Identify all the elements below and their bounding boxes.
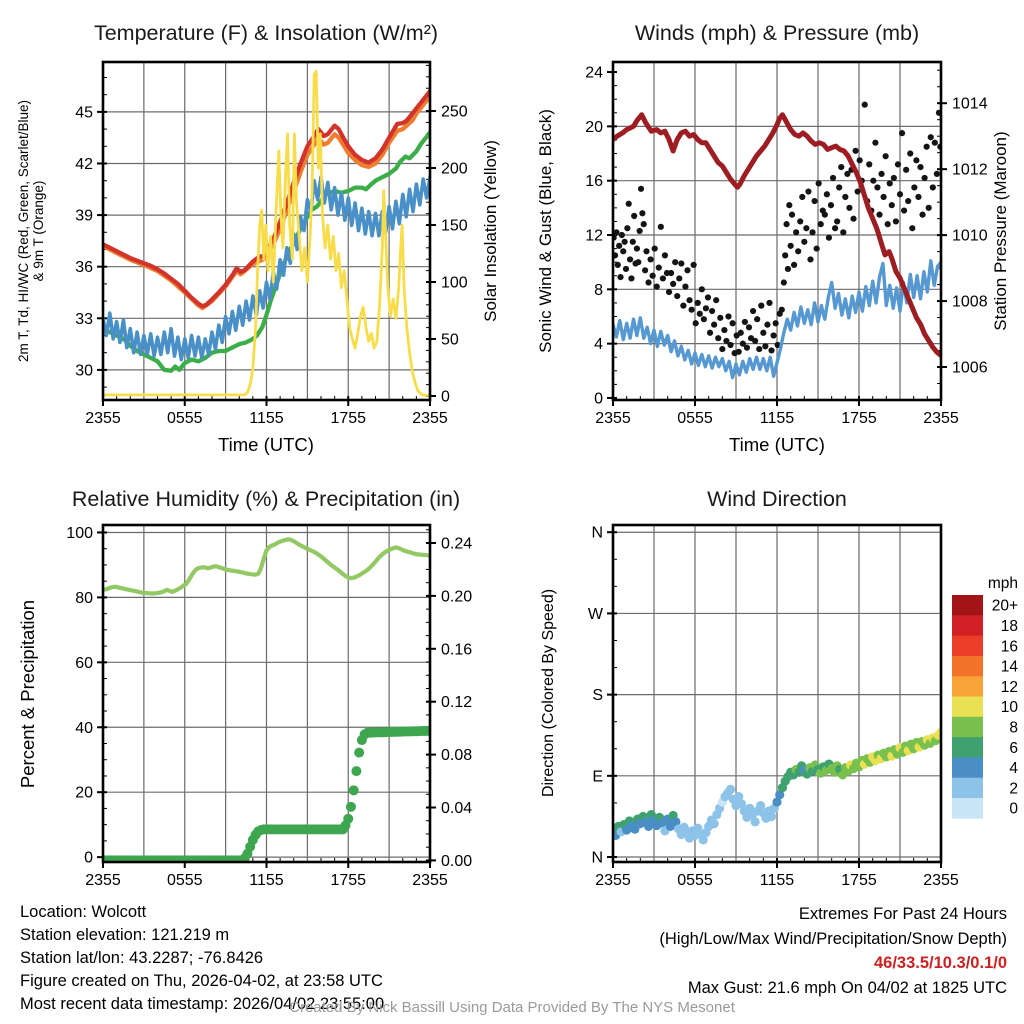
svg-text:14: 14 <box>1000 658 1018 676</box>
svg-text:150: 150 <box>441 217 468 235</box>
svg-text:N: N <box>591 524 603 542</box>
svg-text:33: 33 <box>75 310 93 328</box>
y-axis-label-direction: Direction (Colored By Speed) <box>540 588 557 798</box>
footer-elevation: Station elevation: 121.219 m <box>20 926 230 944</box>
svg-text:N: N <box>591 849 603 867</box>
svg-text:20: 20 <box>585 118 603 136</box>
svg-text:1155: 1155 <box>759 872 795 889</box>
svg-text:2355: 2355 <box>85 410 121 427</box>
svg-text:1755: 1755 <box>841 410 877 427</box>
grid <box>103 525 430 862</box>
svg-text:8: 8 <box>1009 719 1018 737</box>
wind-direction-chart <box>512 460 1024 900</box>
svg-text:0.16: 0.16 <box>441 641 473 659</box>
svg-text:1755: 1755 <box>841 872 877 889</box>
svg-text:2355: 2355 <box>412 410 448 427</box>
temperature-insolation-chart <box>0 0 512 460</box>
svg-text:42: 42 <box>75 155 93 173</box>
svg-text:10: 10 <box>1000 699 1018 717</box>
tick-labels <box>66 525 472 889</box>
svg-text:0555: 0555 <box>166 410 203 427</box>
y-axis-label-percent-precip: Percent & Precipitation <box>17 599 38 789</box>
svg-text:1155: 1155 <box>249 872 284 889</box>
tick-labels <box>588 525 959 889</box>
svg-text:18: 18 <box>1000 617 1018 635</box>
extremes-values: 46/33.5/10.3/0.1/0 <box>873 954 1007 972</box>
svg-text:24: 24 <box>585 64 603 82</box>
svg-text:200: 200 <box>441 160 468 178</box>
svg-text:0: 0 <box>441 388 450 406</box>
svg-text:40: 40 <box>75 719 93 737</box>
svg-text:0555: 0555 <box>166 872 203 889</box>
svg-text:100: 100 <box>441 274 468 292</box>
svg-text:0.20: 0.20 <box>441 588 473 606</box>
svg-text:2355: 2355 <box>412 872 448 889</box>
y-axis-label-pressure: Station Pressure (Maroon) <box>991 131 1010 331</box>
y-axis-label-insolation: Solar Insolation (Yellow) <box>481 140 500 322</box>
svg-text:16: 16 <box>1000 638 1018 656</box>
svg-text:0.24: 0.24 <box>441 535 473 553</box>
svg-text:1006: 1006 <box>952 359 988 377</box>
extremes-max-gust: Max Gust: 21.6 mph On 04/02 at 1825 UTC <box>687 978 1007 997</box>
svg-text:2355: 2355 <box>595 872 631 889</box>
svg-text:1014: 1014 <box>952 95 988 113</box>
svg-text:E: E <box>592 768 603 786</box>
x-axis-label-time-temperature: Time (UTC) <box>218 434 314 455</box>
humidity-precipitation-chart <box>0 460 512 900</box>
chart-title-wind-direction: Wind Direction <box>707 487 847 511</box>
svg-text:12: 12 <box>1000 678 1018 696</box>
svg-text:1010: 1010 <box>952 227 988 245</box>
svg-text:12: 12 <box>585 227 603 245</box>
y-axis-label-wind-gust: Sonic Wind & Gust (Blue, Black) <box>536 109 555 353</box>
svg-text:0.12: 0.12 <box>441 694 473 712</box>
y-axis-label-temperature <box>16 31 46 431</box>
svg-text:60: 60 <box>75 654 93 672</box>
svg-text:2355: 2355 <box>923 872 959 889</box>
svg-text:6: 6 <box>1009 739 1018 757</box>
svg-text:250: 250 <box>441 103 468 121</box>
svg-text:45: 45 <box>75 104 93 122</box>
svg-text:20: 20 <box>75 784 93 802</box>
speed-colorbar <box>952 575 1018 819</box>
svg-text:0: 0 <box>1009 800 1018 818</box>
svg-text:4: 4 <box>594 336 603 354</box>
svg-text:1155: 1155 <box>249 410 284 427</box>
svg-text:S: S <box>592 687 603 705</box>
extremes-title: Extremes For Past 24 Hours <box>798 905 1007 923</box>
svg-text:2355: 2355 <box>923 410 959 427</box>
footer-location: Location: Wolcott <box>20 903 147 921</box>
svg-text:1012: 1012 <box>952 161 988 179</box>
svg-text:W: W <box>587 605 603 623</box>
svg-text:4: 4 <box>1009 760 1018 778</box>
svg-text:0.00: 0.00 <box>441 852 473 870</box>
y-axis-label-temperature-line1: 2m T, Td, HI/WC (Red, Green, Scarlet/Blue) <box>16 99 31 363</box>
footer-created: Figure created on Thu, 2026-04-02, at 23:58 UTC <box>20 972 383 990</box>
svg-text:mph: mph <box>987 575 1018 592</box>
footer-timestamp: Most recent data timestamp: 2026/04/02 23:55:00 <box>20 995 385 1013</box>
chart-title-temperature-insolation: Temperature (F) & Insolation (W/m²) <box>93 21 439 45</box>
chart-title-winds-pressure: Winds (mph) & Pressure (mb) <box>634 21 920 45</box>
svg-text:2: 2 <box>1009 780 1018 798</box>
extremes-block <box>387 902 1007 1000</box>
svg-text:36: 36 <box>75 259 93 277</box>
svg-text:30: 30 <box>75 362 93 380</box>
svg-text:50: 50 <box>441 331 459 349</box>
svg-text:2355: 2355 <box>595 410 631 427</box>
svg-text:2355: 2355 <box>85 872 121 889</box>
svg-text:0.04: 0.04 <box>441 800 473 818</box>
svg-text:1008: 1008 <box>952 293 988 311</box>
svg-text:20+: 20+ <box>991 597 1018 615</box>
svg-text:80: 80 <box>75 589 93 607</box>
svg-text:8: 8 <box>594 281 603 299</box>
x-axis-label-time-winds: Time (UTC) <box>729 434 825 455</box>
svg-text:0.08: 0.08 <box>441 747 473 765</box>
grid <box>613 62 941 400</box>
chart-title-humidity-precipitation: Relative Humidity (%) & Precipitation (in) <box>71 487 461 511</box>
svg-text:100: 100 <box>66 524 93 542</box>
extremes-subtitle: (High/Low/Max Wind/Precipitation/Snow Depth) <box>659 929 1007 948</box>
winds-pressure-chart <box>512 0 1024 460</box>
svg-text:0: 0 <box>84 849 93 867</box>
svg-text:0: 0 <box>594 390 603 408</box>
credit-line: Created By Nick Bassill Using Data Provided By The NYS Mesonet <box>289 999 735 1016</box>
y-axis-label-temperature-line2: & 9m T (Orange) <box>31 180 46 282</box>
svg-text:16: 16 <box>585 173 603 191</box>
svg-text:0555: 0555 <box>677 410 713 427</box>
svg-text:39: 39 <box>75 207 93 225</box>
svg-text:1155: 1155 <box>759 410 795 427</box>
footer-latlon: Station lat/lon: 43.2287; -76.8426 <box>20 949 264 967</box>
svg-text:1755: 1755 <box>330 872 367 889</box>
svg-text:0555: 0555 <box>677 872 713 889</box>
svg-text:1755: 1755 <box>330 410 367 427</box>
